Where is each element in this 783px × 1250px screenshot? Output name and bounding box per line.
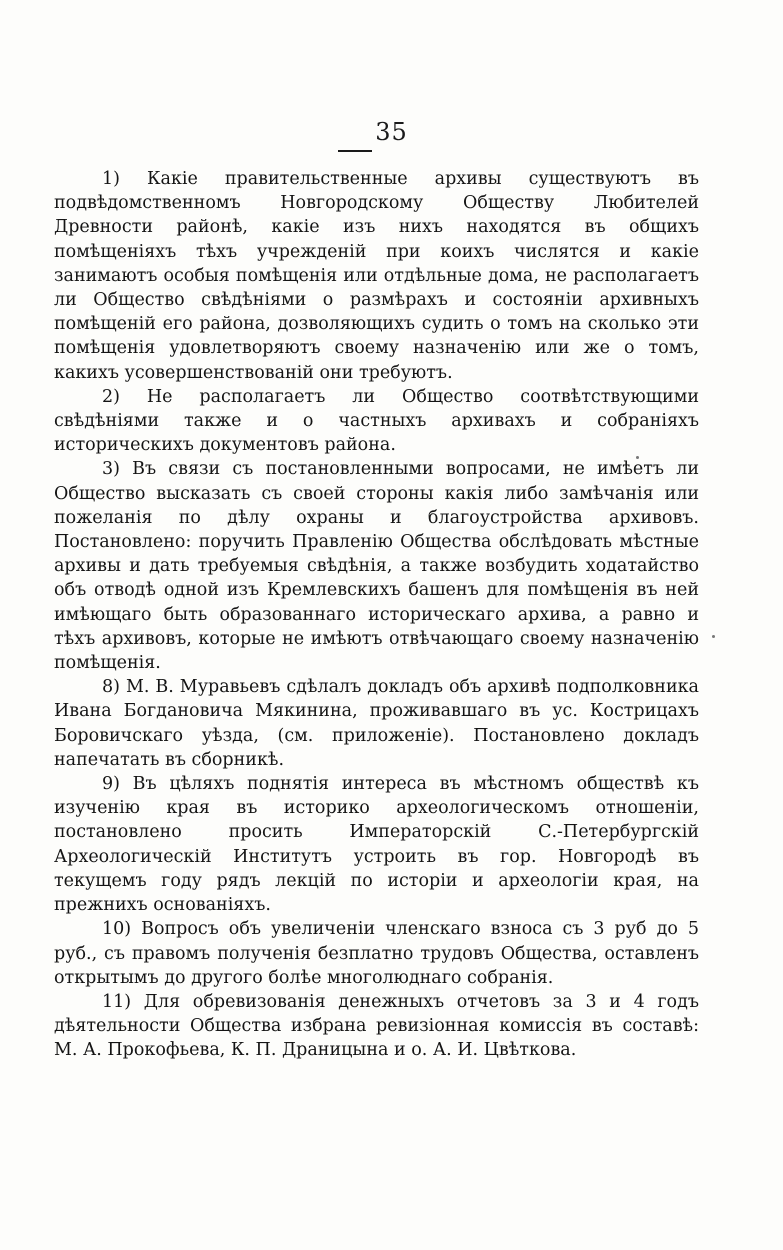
paragraph-item-10: 10) Вопросъ объ увеличеніи членскаго взноса съ 3 руб до 5 руб., съ правомъ полученія безплатно трудовъ Общества, оставленъ открытымъ до другого болѣе многолюднаго собранія. — [54, 919, 699, 988]
paragraph-item-8: 8) М. В. Муравьевъ сдѣлалъ докладъ объ архивѣ подполковника Ивана Богдановича Мякинина, проживавшаго въ ус. Кострицахъ Боровичскаго уѣзда, (см. приложеніе). Постановлено докладъ напечатать въ сборникѣ. — [54, 677, 699, 770]
paragraph-item-9: 9) Въ цѣляхъ поднятія интереса въ мѣстномъ обществѣ къ изученію края въ историко археологическомъ отношеніи, постановлено просить Императорскій С.-Петербургскій Археологическій Институтъ устроить въ гор. Новгородѣ въ текущемъ году рядъ лекцій по исторіи и археологіи края, на прежнихъ основаніяхъ. — [54, 774, 699, 916]
body-text — [54, 167, 699, 1063]
paragraph-item-1: 1) Какіе правительственные архивы существуютъ въ подвѣдомственномъ Новгородскому Обществу Любителей Древности районѣ, какіе изъ нихъ находятся въ общихъ помѣщеніяхъ тѣхъ учрежденій при коихъ числятся и какіе занимаютъ особыя помѣщенія или отдѣльные дома, не располагаетъ ли Общество свѣдѣніями о размѣрахъ и состояніи архивныхъ помѣщеній его района, дозволяющихъ судить о томъ на сколько эти помѣщенія удовлетворяютъ своему назначенію или же о томъ, какихъ усовершенствованій они требуютъ. — [54, 169, 699, 383]
print-speck-mark — [712, 635, 715, 638]
page-number-container — [0, 118, 783, 146]
page-number-underline — [338, 150, 372, 152]
page-number: 35 — [375, 118, 408, 146]
paragraph-item-2: 2) Не располагаетъ ли Общество соотвѣтствующими свѣдѣніями также и о частныхъ архивахъ и собраніяхъ историческихъ документовъ района. — [54, 386, 699, 456]
paragraph-item-11: 11) Для обревизованія денежныхъ отчетовъ за 3 и 4 годъ дѣятельности Общества избрана ревизіонная комиссія въ составѣ: М. А. Прокофьева, К. П. Драницына и о. А. И. Цвѣткова. — [54, 991, 699, 1061]
paragraph-item-3: 3) Въ связи съ постановленными вопросами, не имѣетъ ли Общество высказать съ своей стороны какія либо замѣчанія или пожеланія по дѣлу охраны и благоустройства архивовъ. Постановлено: поручить Правленію Общества обслѣдовать мѣстные архивы и дать требуемыя свѣдѣнія, а также возбудить ходатайство объ отводѣ одной изъ Кремлевскихъ башенъ для помѣщенія въ ней имѣющаго быть образованнаго историческаго архива, а равно и тѣхъ архивовъ, которые не имѣютъ отвѣчающаго своему назначенію помѣщенія. — [54, 459, 699, 674]
print-speck-mark — [636, 456, 639, 459]
